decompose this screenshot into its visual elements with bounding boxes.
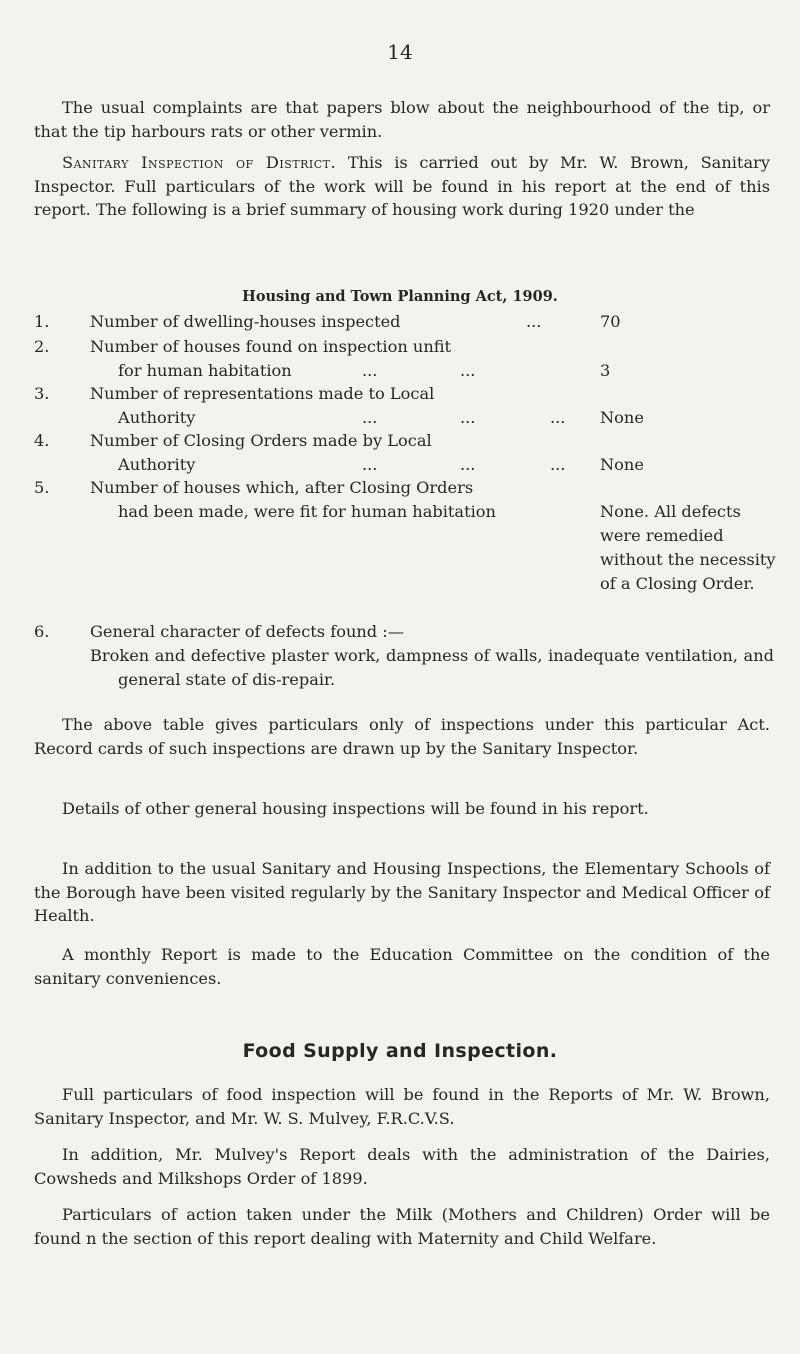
item-number: 2. xyxy=(34,337,50,356)
item-description: Number of houses found on inspection unfit for human habitation ... ... xyxy=(90,335,580,383)
sanitary-inspection-paragraph xyxy=(34,151,770,222)
item-value: 3 xyxy=(600,361,611,380)
housing-item-5 xyxy=(34,476,774,616)
item-value: 70 xyxy=(600,312,621,331)
sanitary-inspection-body: This is carried out by Mr. W. Brown, Sanitary Inspector. Full particulars of the work will be found in his report at the end of this report. The following is a brief summary of housing work during 1920 under the xyxy=(34,153,770,219)
item-description: General character of defects found :— Broken and defective plaster work, dampness of walls, inadequate ventilation, and general state of dis-repair. xyxy=(90,620,774,692)
item-value: None xyxy=(600,455,644,474)
dot-leaders: ... xyxy=(550,455,566,474)
table-note-paragraph: The above table gives particulars only of inspections under this particular Act. Record cards of such inspections are drawn up by the Sanitary Inspector. xyxy=(34,715,770,758)
item-description: Number of houses which, after Closing Orders had been made, were fit for human habitation xyxy=(90,478,496,521)
housing-item-4 xyxy=(34,429,774,477)
sanitary-inspection-heading: Sanitary Inspection of District. xyxy=(62,153,337,172)
dairies-paragraph: In addition, Mr. Mulvey's Report deals with the administration of the Dairies, Cowsheds and Milkshops Order of 1899. xyxy=(34,1145,770,1188)
dot-leaders: ... xyxy=(550,408,566,427)
housing-item-2 xyxy=(34,335,774,383)
food-inspection-paragraph: Full particulars of food inspection will be found in the Reports of Mr. W. Brown, Sanitary Inspector, and Mr. W. S. Mulvey, F.R.C.V.S. xyxy=(34,1085,770,1128)
item-number: 6. xyxy=(34,622,50,641)
milk-order-paragraph: Particulars of action taken under the Milk (Mothers and Children) Order will be found n the section of this report dealing with Maternity and Child Welfare. xyxy=(34,1205,770,1248)
monthly-report-paragraph: A monthly Report is made to the Education Committee on the condition of the sanitary conveniences. xyxy=(34,945,770,988)
dot-leaders: ... xyxy=(460,455,476,474)
details-paragraph: Details of other general housing inspections will be found in his report. xyxy=(62,799,649,818)
dot-leaders: ... xyxy=(362,361,378,380)
item-note: All defects were remedied without the necessity of a Closing Order. xyxy=(600,502,776,593)
dot-leaders: ... xyxy=(362,408,378,427)
item-number: 4. xyxy=(34,431,50,450)
housing-item-6 xyxy=(34,620,774,692)
complaints-paragraph: The usual complaints are that papers blow about the neighbourhood of the tip, or that the tip harbours rats or other vermin. xyxy=(34,98,770,141)
dot-leaders: ... xyxy=(526,312,542,331)
item-description: Number of dwelling-houses inspected ... xyxy=(90,310,580,334)
dot-leaders: ... xyxy=(460,408,476,427)
housing-act-heading: Housing and Town Planning Act, 1909. xyxy=(242,288,558,305)
defects-description: Broken and defective plaster work, dampness of walls, inadequate ventilation, and general state of dis-repair. xyxy=(90,646,774,689)
food-supply-heading: Food Supply and Inspection. xyxy=(242,1040,558,1062)
item-number: 5. xyxy=(34,478,50,497)
item-description: Number of representations made to Local Authority ... ... ... xyxy=(90,382,580,430)
schools-paragraph: In addition to the usual Sanitary and Housing Inspections, the Elementary Schools of the Borough have been visited regularly by the Sanitary Inspector and Medical Officer of Health. xyxy=(34,859,770,925)
item-description: Number of Closing Orders made by Local Authority ... ... ... xyxy=(90,429,580,477)
dot-leaders: ... xyxy=(362,455,378,474)
housing-item-3 xyxy=(34,382,774,430)
dot-leaders: ... xyxy=(460,361,476,380)
item-number: 3. xyxy=(34,384,50,403)
item-value: None. All defects were remedied without the necessity of a Closing Order. xyxy=(600,502,776,593)
item-number: 1. xyxy=(34,312,50,331)
page-number: 14 xyxy=(387,40,413,64)
item-value: None xyxy=(600,408,644,427)
